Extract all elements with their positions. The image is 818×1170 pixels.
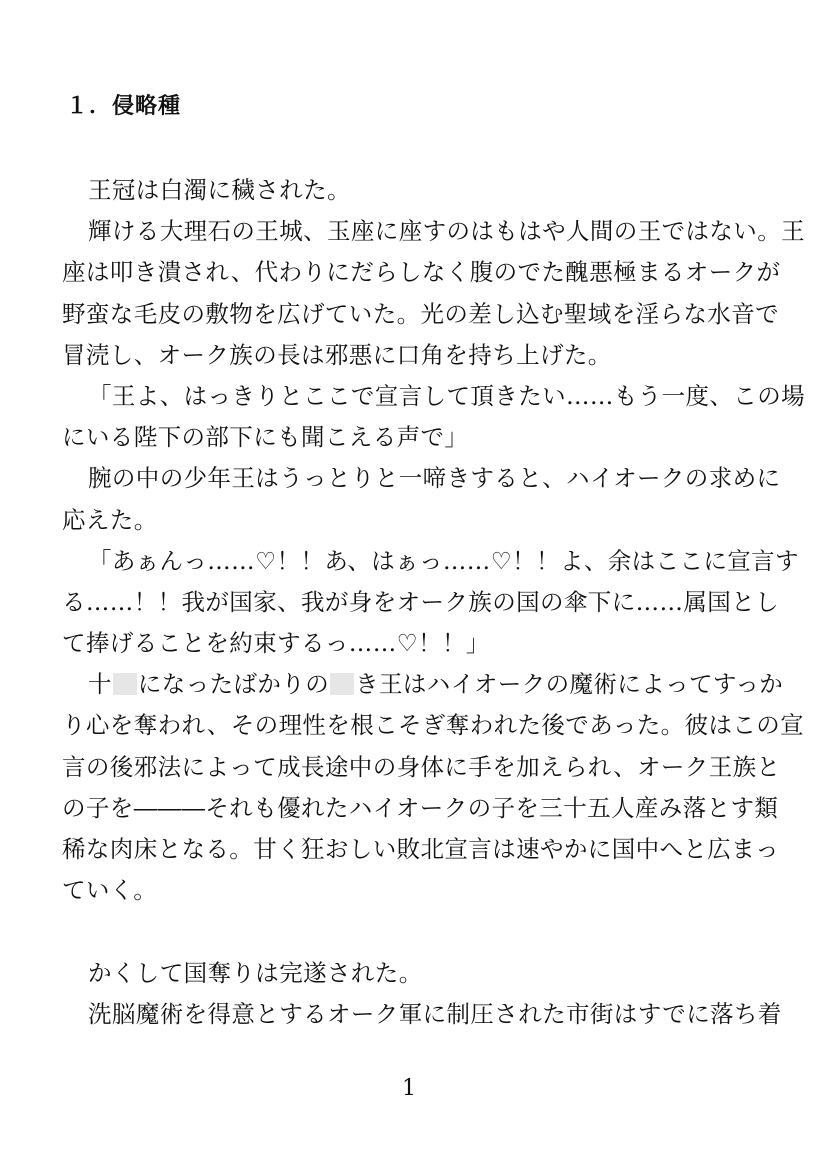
redaction-block <box>330 673 354 695</box>
text-run: 十 <box>88 670 112 699</box>
text-line <box>62 705 805 746</box>
text-run: て捧げることを約束するっ……♡！！」 <box>62 629 490 658</box>
text-line <box>62 335 762 376</box>
text-run: にいる陛下の部下にも聞こえる声で」 <box>62 423 469 452</box>
text-run: き王はハイオークの魔術によってすっか <box>355 670 784 699</box>
text-run: の子を―――それも優れたハイオークの子を三十五人産み落とす類 <box>62 793 779 822</box>
redaction-block <box>113 673 137 695</box>
text-run: 言の後邪法によって成長途中の身体に手を加えられ、オーク王族と <box>62 752 781 781</box>
text-line <box>62 458 781 499</box>
text-line <box>62 953 762 994</box>
chapter-heading: １．侵略種 <box>66 93 182 119</box>
text-line <box>62 417 762 458</box>
text-line <box>62 747 781 788</box>
blank-line <box>62 911 762 952</box>
text-run: り心を奪われ、その理性を根こそぎ奪われた後であった。彼はこの宣 <box>62 711 805 740</box>
text-run: る……！！我が国家、我が身をオーク族の国の傘下に……属国とし <box>62 587 779 616</box>
text-line <box>62 870 762 911</box>
text-run: 輝ける大理石の王城、玉座に座すのはもはや人間の王ではない。王 <box>88 217 805 246</box>
text-run: 洗脳魔術を得意とするオーク軍に制圧された市街はすでに落ち着 <box>88 999 782 1028</box>
text-line <box>62 376 805 417</box>
text-run: 王冠は白濁に穢された。 <box>88 176 351 204</box>
body-text <box>62 170 805 1035</box>
text-run: 応えた。 <box>62 505 158 534</box>
text-run: 稀な肉床となる。甘く狂おしい敗北宣言は速やかに国中へと広まっ <box>62 835 779 863</box>
text-run: 座は叩き潰され、代わりにだらしなく腹のでた醜悪極まるオークが <box>62 258 781 287</box>
text-line <box>62 211 805 252</box>
text-line <box>62 623 762 664</box>
text-line <box>62 994 782 1035</box>
text-line <box>62 170 762 211</box>
page-number: 1 <box>402 1076 416 1101</box>
text-line <box>62 252 781 293</box>
text-line <box>62 829 779 870</box>
text-line <box>62 294 779 335</box>
text-run: 「あぁんっ……♡！！あ、はぁっ……♡！！よ、余はここに宣言す <box>88 546 799 575</box>
text-line <box>62 582 779 623</box>
text-run: 冒涜し、オーク族の長は邪悪に口角を持ち上げた。 <box>62 340 612 369</box>
text-line <box>62 664 784 705</box>
text-run: かくして国奪りは完遂された。 <box>88 958 423 987</box>
text-line <box>62 788 779 829</box>
text-line <box>62 500 762 541</box>
text-run: ていく。 <box>62 876 158 905</box>
text-run: 「王よ、はっきりとここで宣言して頂きたい……もう一度、この場 <box>88 381 805 410</box>
text-run: 野蛮な毛皮の敷物を広げていた。光の差し込む聖域を淫らな水音で <box>62 299 779 328</box>
text-run: 腕の中の少年王はうっとりと一啼きすると、ハイオークの求めに <box>88 464 781 493</box>
text-run: になったばかりの <box>137 670 330 699</box>
text-line <box>62 541 799 582</box>
